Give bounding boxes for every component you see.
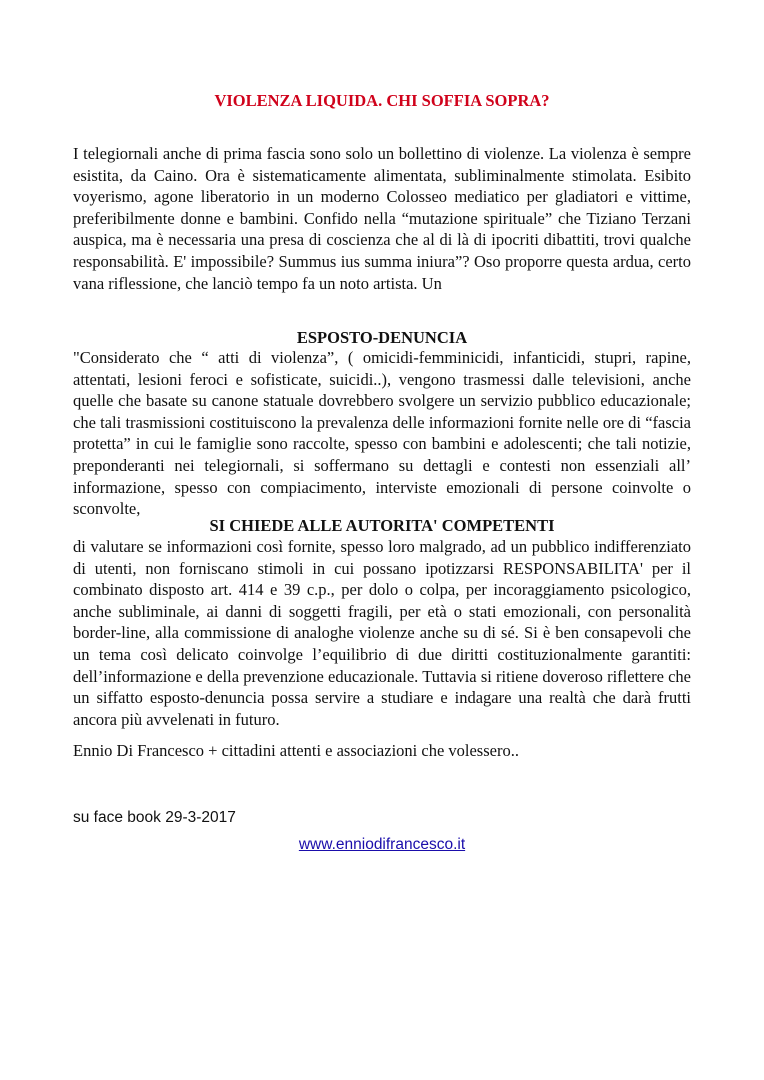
website-link-wrapper	[0, 836, 764, 854]
website-link[interactable]: www.enniodifrancesco.it	[298, 836, 466, 853]
document-title: VIOLENZA LIQUIDA. CHI SOFFIA SOPRA?	[214, 91, 550, 110]
esposto-heading: ESPOSTO-DENUNCIA	[296, 328, 468, 347]
request-heading: SI CHIEDE ALLE AUTORITA' COMPETENTI	[209, 516, 555, 535]
date-line: su face book 29-3-2017	[73, 809, 236, 826]
request-paragraph: di valutare se informazioni così fornite, spesso loro malgrado, ad un pubblico indifferenziato di utenti, non forniscano stimoli in cui possano ipotizzarsi RESPONSABILITA' per il combinato disposto art. 414 e 39 c.p., per dolo o colpa, per incoraggiamento psicologico, anche subliminale, ai danni di soggetti fragili, per età o stati emozionali, con personalità border-line, alla commissione di analoghe violenze anche su di sé. Si è ben consapevoli che un tema così delicato coinvolge l’equilibrio di due diritti costituzionalmente garantiti: dell’informazione e della prevenzione educazionale. Tuttavia si ritiene doveroso riflettere che un siffatto esposto-denuncia possa servire a studiare e indagare una realtà che darà frutti ancora più avvelenati in futuro.	[73, 537, 691, 729]
considerato-paragraph: "Considerato che “ atti di violenza”, ( omicidi-femminicidi, infanticidi, stupri, rapine, attentati, lesioni feroci e sofisticate, suicidi..), vengono trasmessi dalle televisioni, anche quelle che basate su canone statuale dovrebbero svolgere un servizio pubblico educazionale; che tali trasmissioni costituiscono la prevalenza delle informazioni fornite nelle ore di “fascia protetta” in cui le famiglie sono raccolte, spesso con bambini e adolescenti; che tali notizie, preponderanti nei telegiornali, si soffermano su dettagli e contesti non essenziali all’ informazione, spesso con compiacimento, interviste emozionali di persone coinvolte o sconvolte,	[73, 348, 691, 519]
intro-paragraph: I telegiornali anche di prima fascia sono solo un bollettino di violenze. La violenza è sempre esistita, da Caino. Ora è sistematicamente alimentata, subliminalmente stimolata. Esibito voyerismo, agone liberatorio in un moderno Colosseo mediatico per gladiatori e vittime, preferibilmente donne e bambini. Confido nella “mutazione spirituale” che Tiziano Terzani auspica, ma è necessaria una presa di coscienza che al di là di ipocriti dibattiti, trovi qualche responsabilità. E' impossibile? Summus ius summa iniura”? Oso proporre questa ardua, certo vana riflessione, che lanciò tempo fa un noto artista. Un	[73, 144, 691, 293]
signature-line: Ennio Di Francesco + cittadini attenti e associazioni che volessero..	[73, 741, 519, 760]
